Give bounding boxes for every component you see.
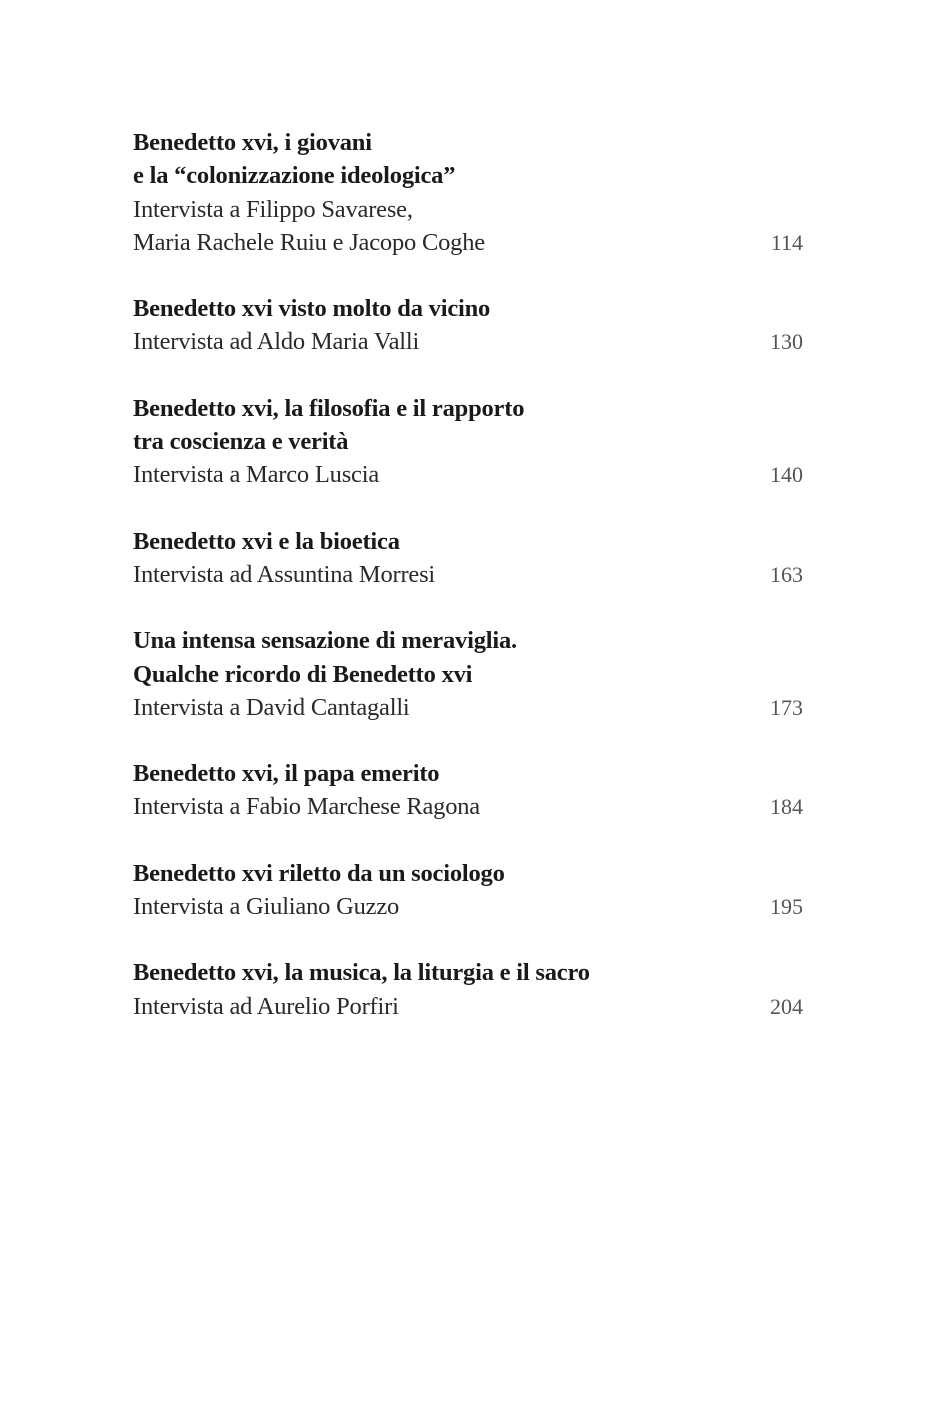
entry-subtitle: Intervista a Fabio Marchese Ragona (133, 793, 480, 821)
entry-title: Benedetto xvi visto molto da vicino (133, 295, 491, 323)
entry-subtitle: Maria Rachele Ruiu e Jacopo Coghe (133, 228, 485, 256)
entry-title: tra coscienza e verità (133, 428, 349, 456)
page-number: 204 (770, 993, 803, 1019)
entry-subtitle: Intervista ad Aldo Maria Valli (133, 328, 420, 356)
entry-title: Una intensa sensazione di meraviglia. (133, 627, 517, 655)
toc-entry[interactable] (133, 392, 803, 492)
entry-subtitle: Intervista ad Assuntina Morresi (133, 560, 436, 588)
entry-subtitle: Intervista ad Aurelio Porfiri (133, 992, 399, 1020)
entry-subtitle: Intervista a David Cantagalli (133, 693, 410, 721)
entry-title: Benedetto xvi, la musica, la liturgia e il sacro (133, 959, 590, 987)
entry-subtitle: Intervista a Filippo Savarese, (133, 195, 413, 223)
entry-title: e la “colonizzazione ideologica” (133, 162, 456, 190)
entry-title: Benedetto xvi, la filosofia e il rapporto (133, 394, 525, 422)
entry-subtitle: Intervista a Marco Luscia (133, 461, 380, 489)
page-number: 184 (770, 794, 803, 820)
entry-subtitle: Intervista a Giuliano Guzzo (133, 893, 400, 921)
page-number: 114 (770, 229, 803, 255)
page-number: 195 (770, 894, 803, 920)
entry-title: Benedetto xvi e la bioetica (133, 527, 400, 555)
toc-entry[interactable] (133, 857, 803, 924)
toc-entry[interactable] (133, 525, 803, 592)
entry-title: Qualche ricordo di Benedetto xvi (133, 660, 473, 688)
toc-entry[interactable] (133, 292, 803, 359)
toc-entry[interactable] (133, 126, 803, 259)
page-number: 163 (770, 561, 803, 587)
entry-title: Benedetto xvi, i giovani (133, 129, 372, 156)
page-number: 173 (770, 694, 803, 720)
toc-entry[interactable] (133, 757, 803, 824)
page-number: 130 (770, 329, 803, 355)
entry-title: Benedetto xvi riletto da un sociologo (133, 859, 505, 887)
toc-entry[interactable] (133, 624, 803, 724)
table-of-contents (133, 126, 803, 1056)
entry-title: Benedetto xvi, il papa emerito (133, 760, 440, 788)
toc-entry[interactable] (133, 956, 803, 1023)
page-number: 140 (770, 462, 803, 488)
